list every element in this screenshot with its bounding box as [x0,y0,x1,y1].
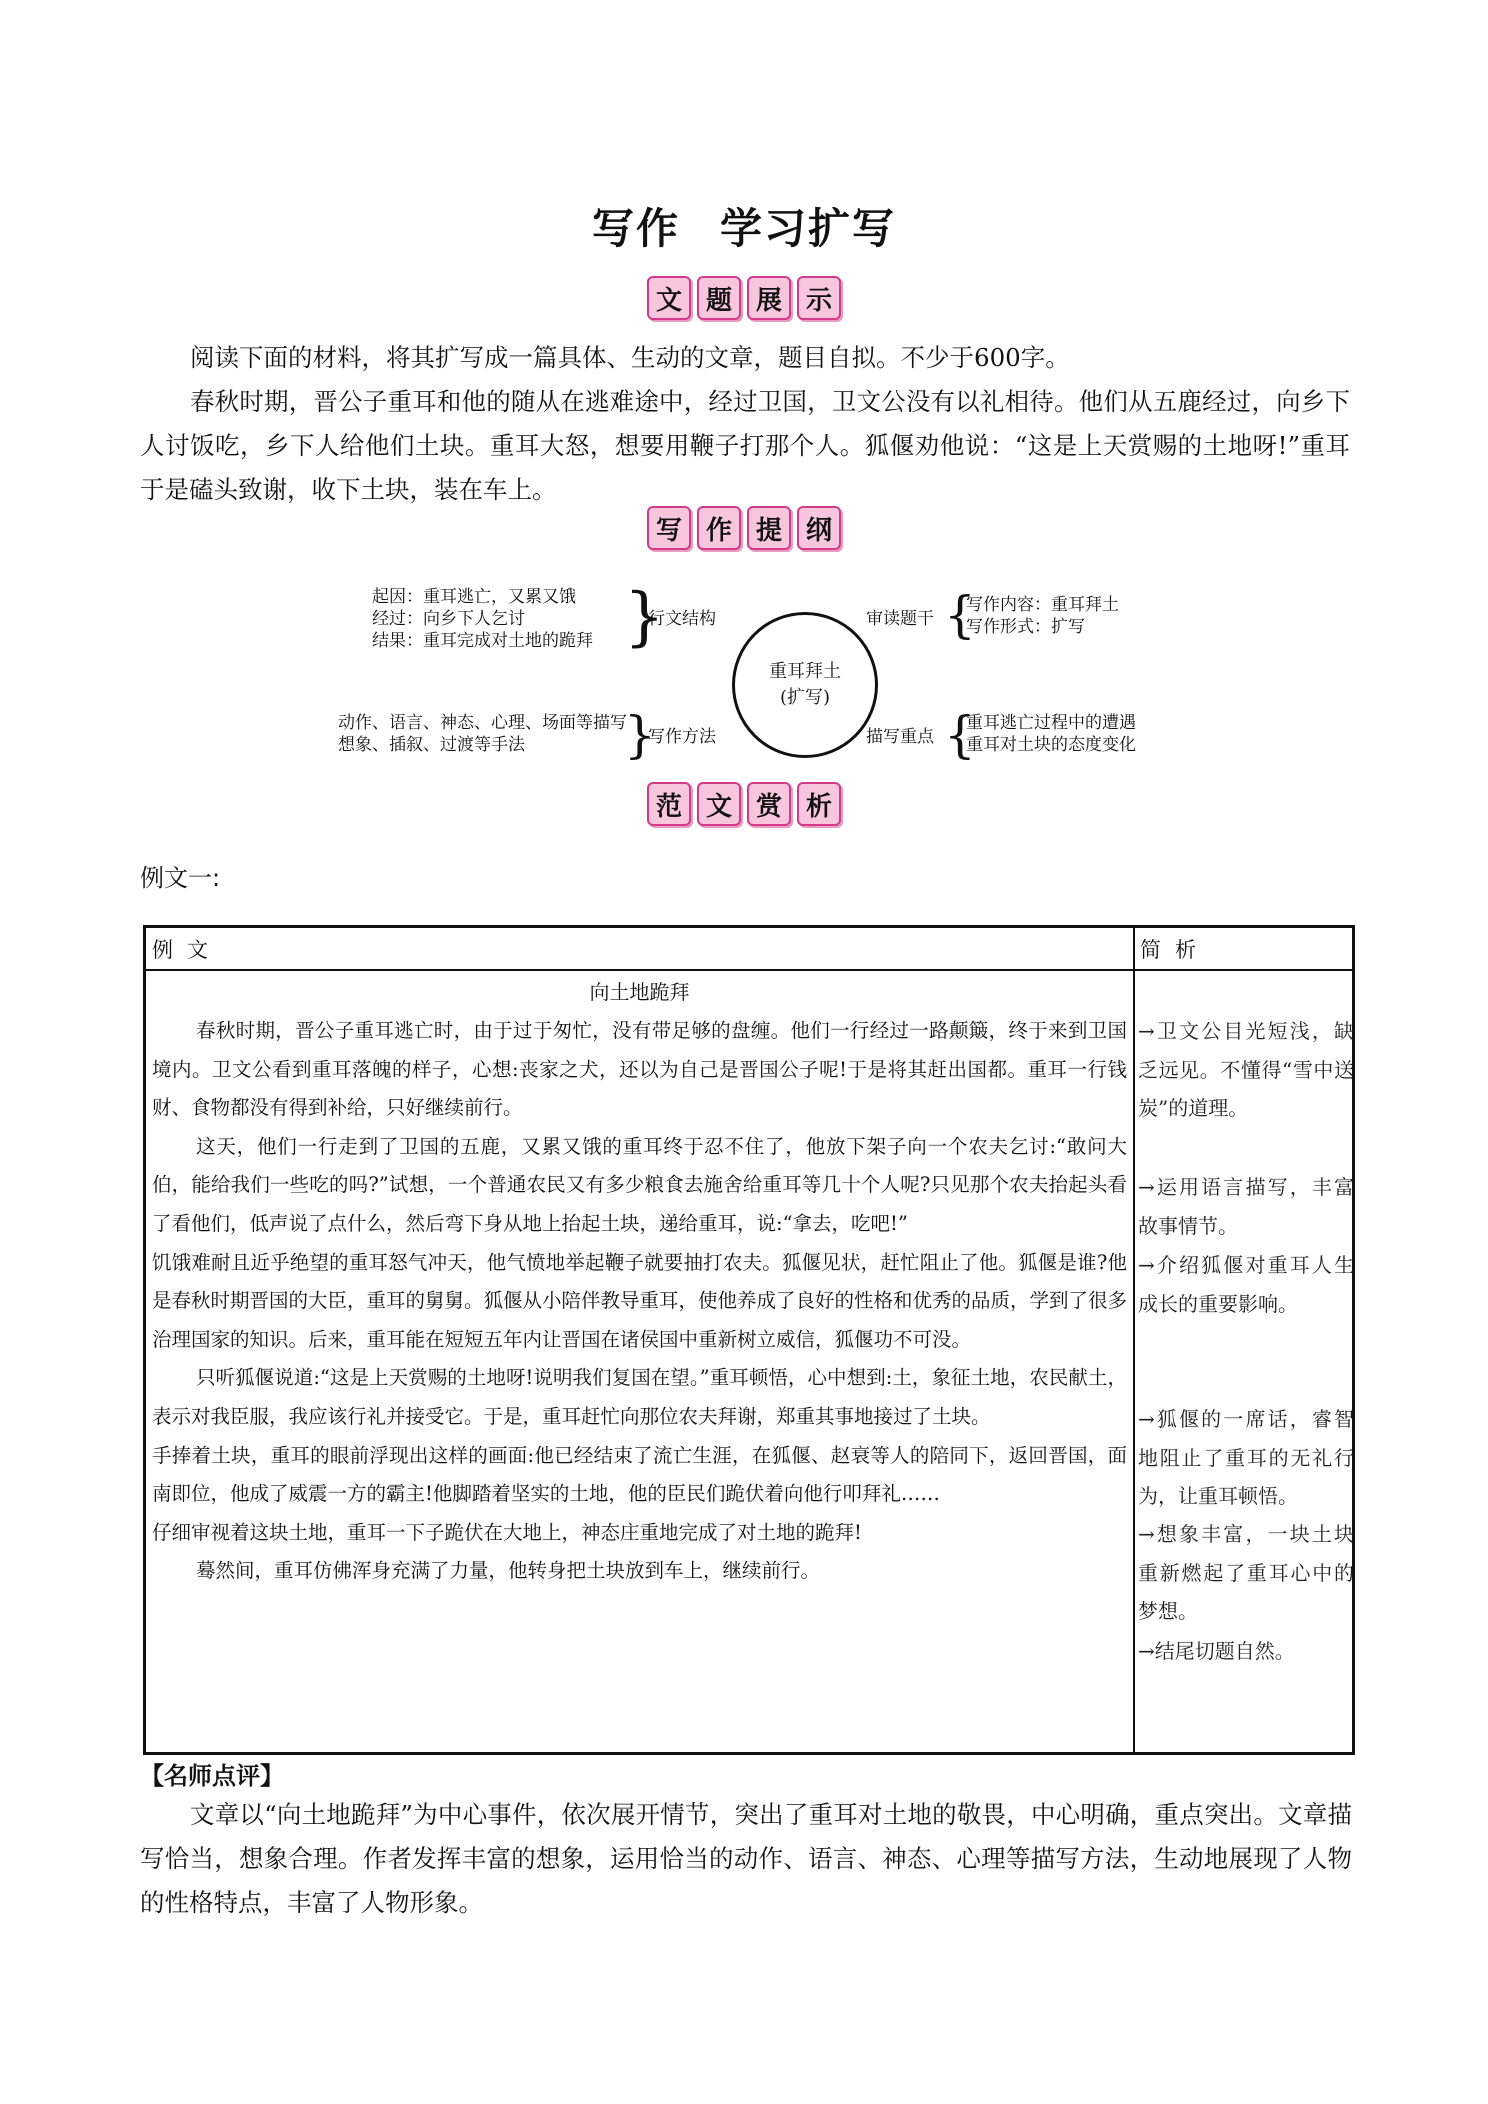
badge-char: 文 [647,276,691,320]
arrow-line-icon [728,618,742,626]
page-title [0,196,1488,256]
section-badge-prompt [0,276,1488,320]
badge-char: 写 [647,506,691,550]
analysis-note: →运用语言描写，丰富故事情节。 [1138,1175,1354,1238]
badge-char: 作 [697,506,741,550]
badge-char: 纲 [797,506,841,550]
essay-paragraph: 手捧着土块，重耳的眼前浮现出这样的画面:他已经结束了流亡生涯，在狐偃、赵衰等人的陪同下，返回晋国，面南即位，他成了威震一方的霸主!他脚踏着坚实的土地，他的臣民们跪伏着向他行叩拜礼…… [152,1443,1127,1506]
analysis-note: →想象丰富，一块土块重新燃起了重耳心中的梦想。 [1138,1522,1354,1624]
center-title: 重耳拜土 [769,661,841,682]
badge-char: 文 [697,782,741,826]
essay-paragraph: 饥饿难耐且近乎绝望的重耳怒气冲天，他气愤地举起鞭子就要抽打农夫。狐偃见状，赶忙阻止了他。狐偃是谁?他是春秋时期晋国的大臣，重耳的舅舅。狐偃从小陪伴教导重耳，使他养成了良好的性格和优秀的品质，学到了很多治理国家的知识。后来，重耳能在短短五年内让晋国在诸侯国中重新树立威信，狐偃功不可没。 [152,1250,1128,1351]
section-badge-examples [0,782,1488,826]
title-part2: 学习扩写 [720,204,897,253]
table-header-analysis: 简析 [1140,938,1210,962]
comment-heading: 【名师点评】 [140,1762,284,1790]
analysis-note: →结尾切题自然。 [1138,1639,1295,1663]
outline-structure-items [372,586,642,652]
essay-paragraph: 蓦然间，重耳仿佛浑身充满了力量，他转身把土块放到车上，继续前行。 [196,1559,821,1583]
essay-paragraph: 春秋时期，晋公子重耳逃亡时，由于过于匆忙，没有带足够的盘缠。他们一行经过一路颠簸，终于来到卫国境内。卫文公看到重耳落魄的样子，心想:丧家之犬，还以为自己是晋国公子呢!于是将其赶出国都。重耳一行钱财、食物都没有得到补给，只好继续前行。 [152,1019,1127,1120]
title-part1: 写作 [591,204,680,253]
focus-item: 重耳对土块的态度变化 [966,735,1136,755]
essay-paragraph: 这天，他们一行走到了卫国的五鹿，又累又饿的重耳终于忍不住了，他放下架子向一个农夫乞讨:“敢问大伯，能给我们一些吃的吗?”试想，一个普通农民又有多少粮食去施舍给重耳等几十个人呢?只见那个农夫抬起头看了看他们，低声说了点什么，然后弯下身从地上抬起土块，递给重耳，说:“拿去，吃吧!” [152,1134,1127,1235]
badge-char: 析 [797,782,841,826]
badge-char: 示 [797,276,841,320]
outline-center [732,612,878,758]
badge-char: 题 [697,276,741,320]
focus-item: 重耳逃亡过程中的遭遇 [966,713,1136,733]
analysis-note: →狐偃的一席话，睿智地阻止了重耳的无礼行为，让重耳顿悟。 [1138,1407,1354,1509]
analysis-note: →介绍狐偃对重耳人生成长的重要影响。 [1138,1253,1354,1316]
outline-focus-items [966,712,1176,756]
analysis-note: →卫文公目光短浅，缺乏远见。不懂得“雪中送炭”的道理。 [1138,1019,1354,1121]
structure-item: 结果：重耳完成对土地的跪拜 [372,631,593,651]
center-subtitle: (扩写) [779,687,831,708]
outline-method-items [338,712,628,756]
prompt-material: 春秋时期，晋公子重耳和他的随从在逃难途中，经过卫国，卫文公没有以礼相待。他们从五鹿经过，向乡下人讨饭吃，乡下人给他们土块。重耳大怒，想要用鞭子打那个人。狐偃劝他说：“这是上天赏赐的土地呀!”重耳于是磕头致谢，收下土块，装在车上。 [140,387,1350,504]
comment-text: 文章以“向土地跪拜”为中心事件，依次展开情节，突出了重耳对土地的敬畏，中心明确，重点突出。文章描写恰当，想象合理。作者发挥丰富的想象，运用恰当的动作、语言、神态、心理等描写方法，生动地展现了人物的性格特点，丰富了人物形象。 [140,1800,1352,1917]
prompt-instruction: 阅读下面的材料，将其扩写成一篇具体、生动的文章，题目自拟。不少于600字。 [190,343,1070,372]
brace-left-icon: { [944,706,976,764]
table-divider [1133,928,1135,1752]
badge-char: 展 [747,276,791,320]
structure-item: 起因：重耳逃亡，又累又饿 [372,587,576,607]
structure-item: 经过：向乡下人乞讨 [372,609,525,629]
analysis-item: 写作内容：重耳拜土 [966,595,1119,615]
essay-paragraph: 只听狐偃说道:“这是上天赏赐的土地呀!说明我们复国在望。”重耳顿悟，心中想到:土，象征土地，农民献土，表示对我臣服，我应该行礼并接受它。于是，重耳赶忙向那位农夫拜谢，郑重其事地接过了土块。 [152,1366,1127,1428]
badge-char: 提 [747,506,791,550]
brace-right-icon: } [624,580,665,654]
outline-structure-label: 行文结构 [648,609,716,629]
essay-paragraph: 仔细审视着这块土地，重耳一下子跪伏在大地上，神态庄重地完成了对土地的跪拜! [152,1520,862,1544]
section-badge-outline [0,506,1488,550]
method-item: 动作、语言、神态、心理、场面等描写 [338,713,627,733]
analysis-item: 写作形式：扩写 [966,617,1085,637]
badge-char: 赏 [747,782,791,826]
brace-left-icon: { [944,586,976,644]
brace-right-icon: } [624,706,656,764]
outline-analysis-items [966,594,1166,638]
badge-char: 范 [647,782,691,826]
essay-title: 向土地跪拜 [589,980,690,1004]
table-header-rule [146,969,1352,971]
example-table [143,925,1355,1755]
outline-method-label: 写作方法 [648,727,716,747]
example-label: 例文一: [140,864,221,892]
prompt-text [140,336,1350,512]
essay-body [152,972,1127,1591]
outline-focus-label: 描写重点 [866,727,934,747]
table-header-essay: 例文 [152,938,222,962]
outline-analysis-label: 审读题干 [866,609,934,629]
method-item: 想象、插叙、过渡等手法 [338,735,525,755]
